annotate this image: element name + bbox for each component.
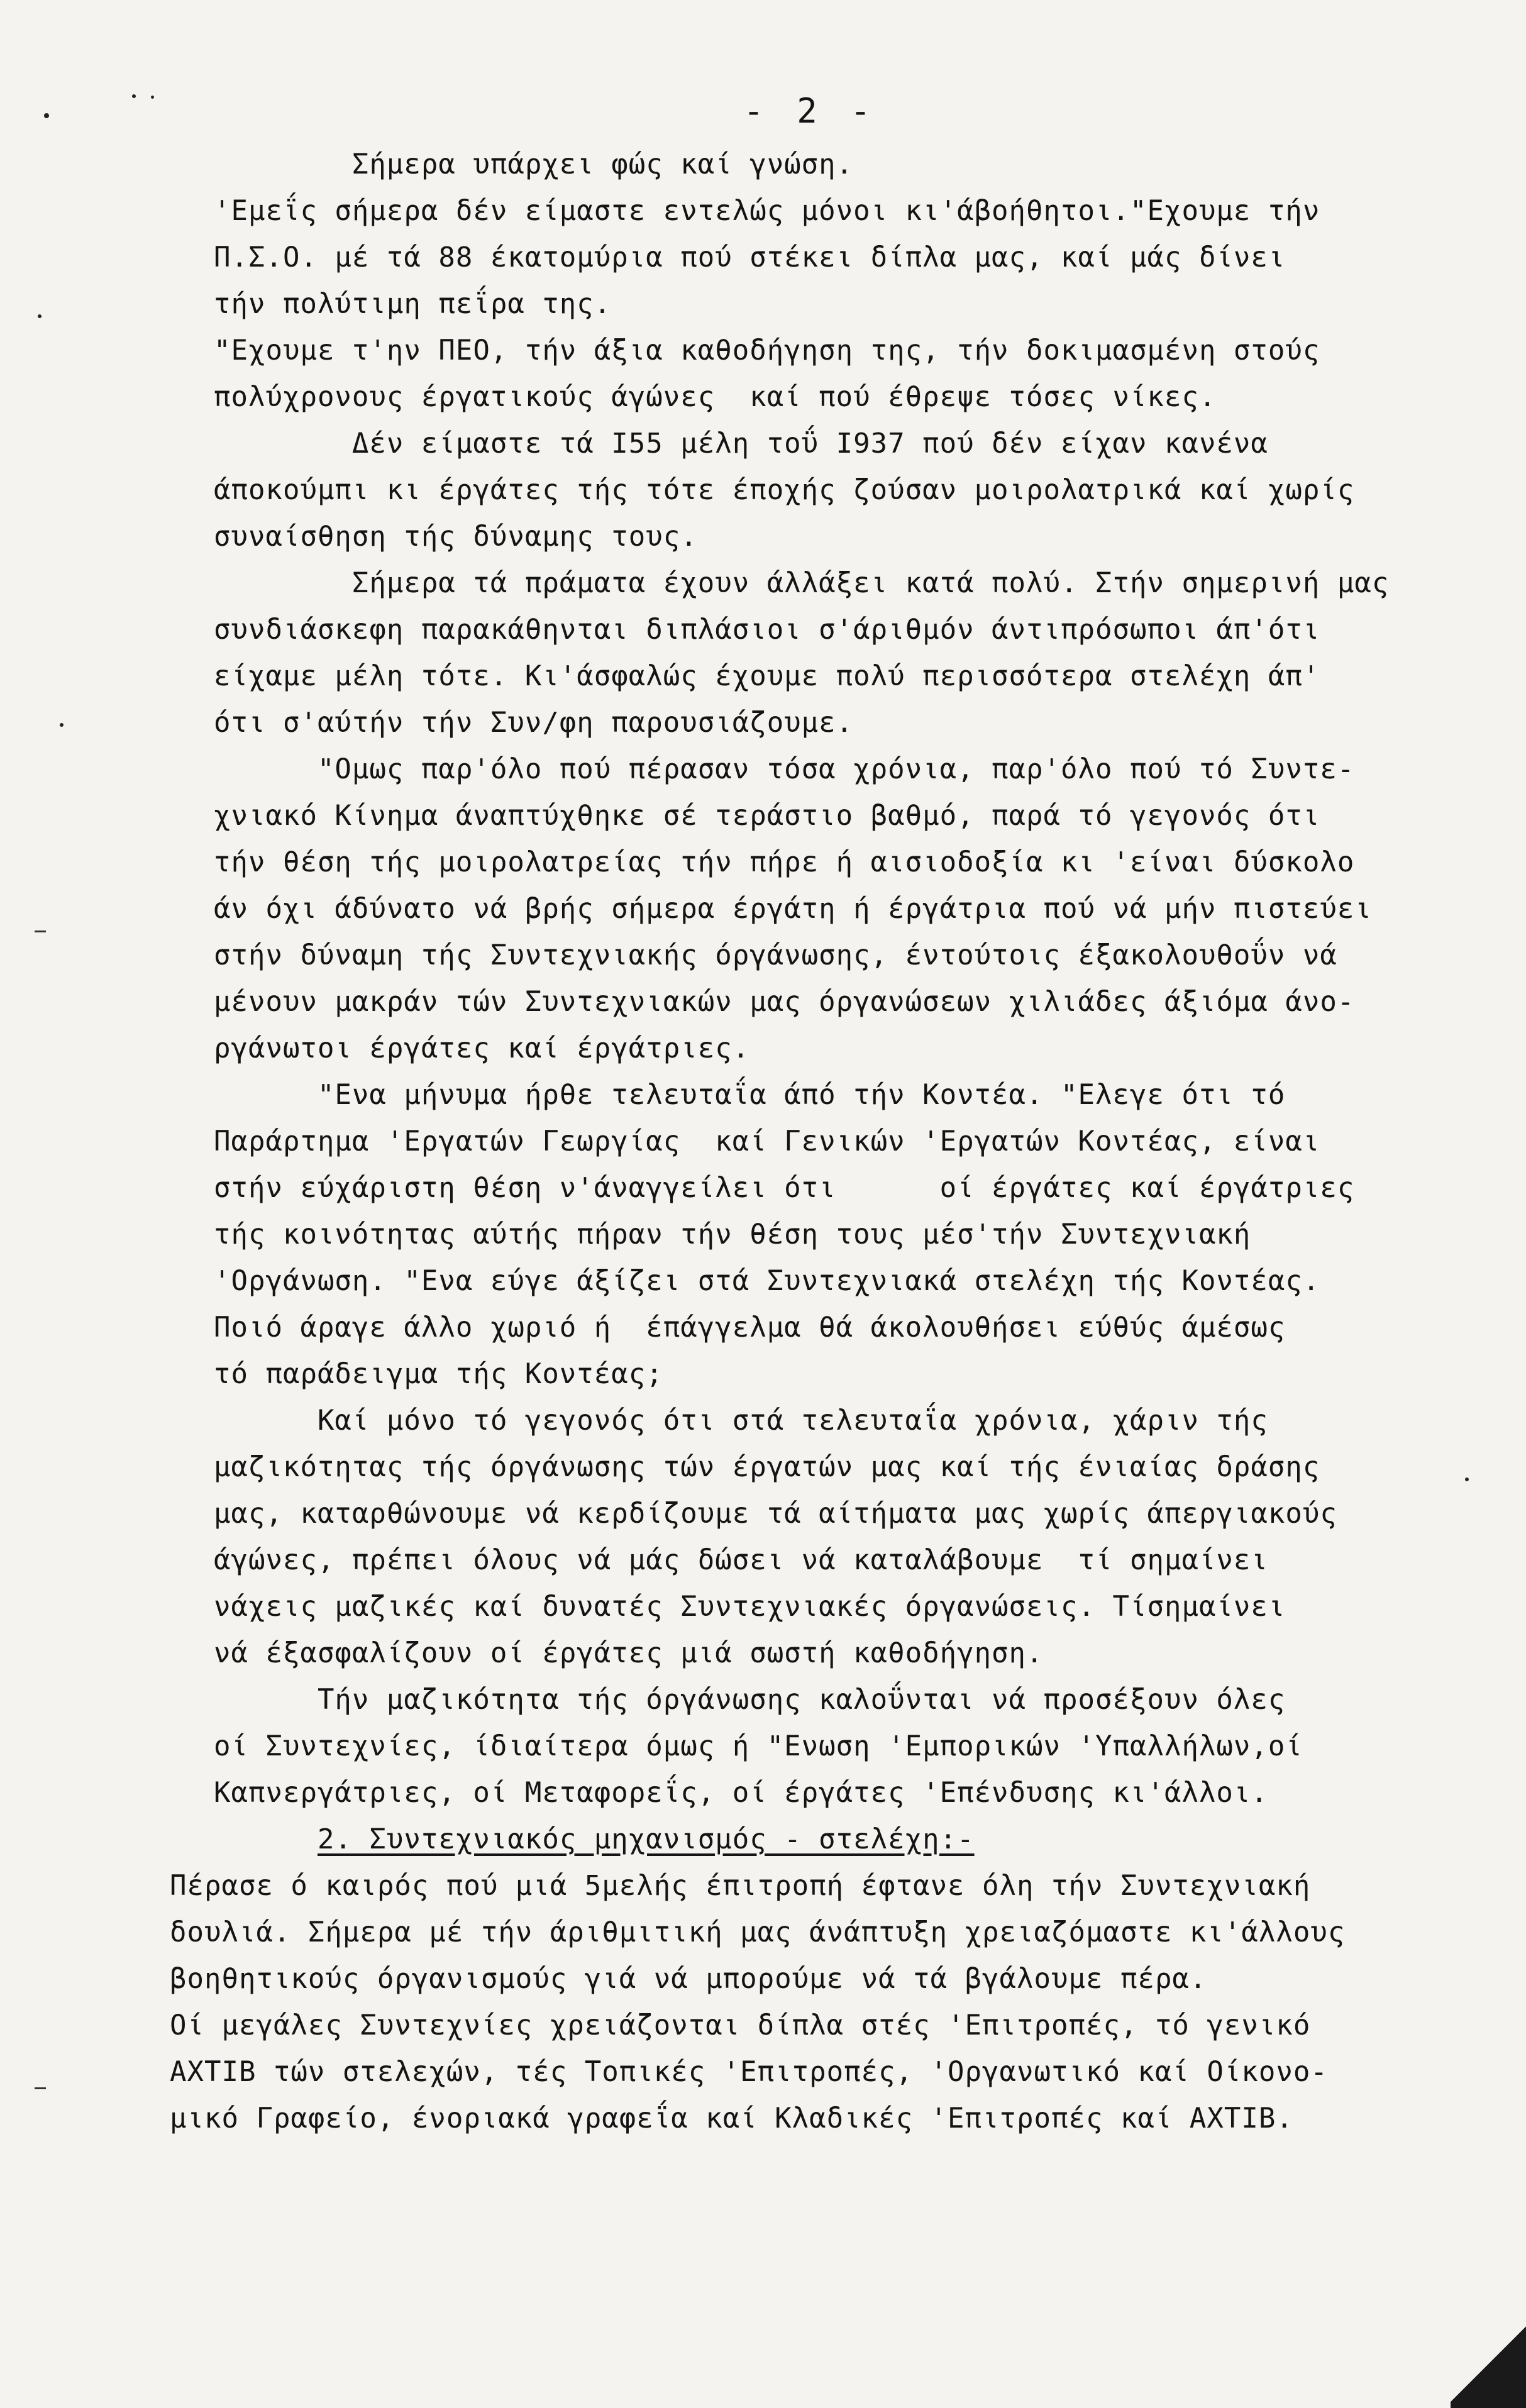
scan-margin-mark — [35, 931, 46, 932]
text-line: Τήν μαζικότητα τής όργάνωσης καλοΰνται νά προσέξουν όλες — [214, 1684, 1286, 1716]
text-line: Σήμερα υπάρχει φώς καί γνώση. — [214, 148, 854, 180]
text-line: στήν δύναμη τής Συντεχνιακής όργάνωσης, έντούτοις έξακολουθοΰν νά — [214, 939, 1337, 971]
text-line: είχαμε μέλη τότε. Κι'άσφαλώς έχουμε πολύ περισσότερα στελέχη άπ' — [214, 660, 1320, 692]
text-line: ότι σ'αύτήν τήν Συν/φη παρουσιάζουμε. — [214, 707, 854, 739]
text-line: άποκούμπι κι έργάτες τής τότε έποχής ζούσαν μοιρολατρικά καί χωρίς — [214, 474, 1355, 506]
scan-speck — [60, 723, 64, 727]
text-line: μικό Γραφείο, ένοριακά γραφεΐα καί Κλαδικές 'Επιτροπές καί ΑΧΤΙΒ. — [170, 2102, 1293, 2135]
text-line: "Εχουμε τ'ην ΠΕΟ, τήν άξια καθοδήγηση της, τήν δοκιμασμένη στούς — [214, 334, 1320, 367]
text-line: τής κοινότητας αύτής πήραν τήν θέση τους μέσ'τήν Συντεχνιακή — [214, 1218, 1251, 1251]
text-line: Π.Σ.Ο. μέ τά 88 έκατομύρια πού στέκει δίπλα μας, καί μάς δίνει — [214, 241, 1286, 273]
text-line: πολύχρονους έργατικούς άγώνες καί πού έθρεψε τόσες νίκες. — [214, 381, 1217, 413]
scan-margin-mark — [35, 2087, 46, 2089]
text-line: μένουν μακράν τών Συντεχνιακών μας όργανώσεων χιλιάδες άξιόμα άνο- — [214, 986, 1355, 1018]
text-line: 'Οργάνωση. "Ενα εύγε άξίζει στά Συντεχνιακά στελέχη τής Κοντέας. — [214, 1265, 1320, 1297]
text-line: στήν εύχάριστη θέση ν'άναγγείλει ότι οί έργάτες καί έργάτριες — [214, 1172, 1355, 1204]
scan-speck — [151, 96, 154, 99]
text-line: τήν πολύτιμη πεΐρα της. — [214, 288, 612, 320]
text-line: Πέρασε ό καιρός πού μιά 5μελής έπιτροπή έφτανε όλη τήν Συντεχνιακή — [170, 1870, 1311, 1902]
document-body — [170, 141, 1509, 2142]
page-corner-shadow — [1451, 2320, 1526, 2408]
text-line: "Ενα μήνυμα ήρθε τελευταΐα άπό τήν Κοντέα. "Ελεγε ότι τό — [214, 1079, 1286, 1111]
text-line: νά έξασφαλίζουν οί έργάτες μιά σωστή καθοδήγηση. — [214, 1637, 1044, 1669]
text-line: δουλιά. Σήμερα μέ τήν άριθμιτική μας άνάπτυξη χρειαζόμαστε κι'άλλους — [170, 1916, 1346, 1948]
scan-speck — [38, 314, 41, 318]
text-line: Καπνεργάτριες, οί Μεταφορεΐς, οί έργάτες 'Επένδυσης κι'άλλοι. — [214, 1777, 1268, 1809]
text-line: τήν θέση τής μοιρολατρείας τήν πήρε ή αισιοδοξία κι 'είναι δύσκολο — [214, 846, 1355, 878]
text-line: βοηθητικούς όργανισμούς γιά νά μπορούμε νά τά βγάλουμε πέρα. — [170, 1963, 1207, 1995]
scan-speck — [1465, 1477, 1469, 1481]
text-line: μας, καταρθώνουμε νά κερδίζουμε τά αίτήματα μας χωρίς άπεργιακούς — [214, 1498, 1337, 1530]
text-line: Καί μόνο τό γεγονός ότι στά τελευταΐα χρόνια, χάριν τής — [214, 1405, 1268, 1437]
text-line: Οί μεγάλες Συντεχνίες χρειάζονται δίπλα στές 'Επιτροπές, τό γενικό — [170, 2009, 1311, 2041]
text-line: Ποιό άραγε άλλο χωριό ή έπάγγελμα θά άκολουθήσει εύθύς άμέσως — [214, 1312, 1286, 1344]
section-heading-text: 2. Συντεχνιακός μηχανισμός - στελέχη:- — [317, 1823, 975, 1855]
text-line: συναίσθηση τής δύναμης τους. — [214, 521, 698, 553]
text-line: ργάνωτοι έργάτες καί έργάτριες. — [214, 1032, 750, 1064]
text-line: άγώνες, πρέπει όλους νά μάς δώσει νά καταλάβουμε τί σημαίνει — [214, 1544, 1268, 1576]
section-heading — [214, 1816, 1509, 1863]
text-line: Σήμερα τά πράματα έχουν άλλάξει κατά πολύ. Στήν σημερινή μας — [214, 567, 1390, 599]
text-line: νάχεις μαζικές καί δυνατές Συντεχνιακές όργανώσεις. Τίσημαίνει — [214, 1591, 1286, 1623]
text-line: χνιακό Κίνημα άναπτύχθηκε σέ τεράστιο βαθμό, παρά τό γεγονός ότι — [214, 800, 1320, 832]
text-line: 'Εμεΐς σήμερα δέν είμαστε εντελώς μόνοι κι'άβοήθητοι."Εχουμε τήν — [214, 195, 1320, 227]
text-line: "Ομως παρ'όλο πού πέρασαν τόσα χρόνια, παρ'όλο πού τό Συντε- — [214, 753, 1355, 785]
scan-speck — [44, 113, 49, 118]
text-line: τό παράδειγμα τής Κοντέας; — [214, 1358, 663, 1390]
text-line: ΑΧΤΙΒ τών στελεχών, τές Τοπικές 'Επιτροπές, 'Οργανωτικό καί Οίκονο- — [170, 2056, 1328, 2088]
text-line: συνδιάσκεφη παρακάθηνται διπλάσιοι σ'άριθμόν άντιπρόσωποι άπ'ότι — [214, 614, 1320, 646]
text-line: Δέν είμαστε τά I55 μέλη τοΰ I937 πού δέν είχαν κανένα — [214, 428, 1268, 460]
text-line: Παράρτημα 'Εργατών Γεωργίας καί Γενικών 'Εργατών Κοντέας, είναι — [214, 1125, 1320, 1157]
scan-speck — [132, 94, 136, 98]
text-line: άν όχι άδύνατο νά βρής σήμερα έργάτη ή έργάτρια πού νά μήν πιστεύει — [214, 893, 1372, 925]
text-line: οί Συντεχνίες, ίδιαίτερα όμως ή "Ενωση 'Εμπορικών 'Υπαλλήλων,οί — [214, 1730, 1303, 1762]
page-number: - 2 - — [743, 91, 877, 131]
text-line: μαζικότητας τής όργάνωσης τών έργατών μας καί τής ένιαίας δράσης — [214, 1451, 1320, 1483]
